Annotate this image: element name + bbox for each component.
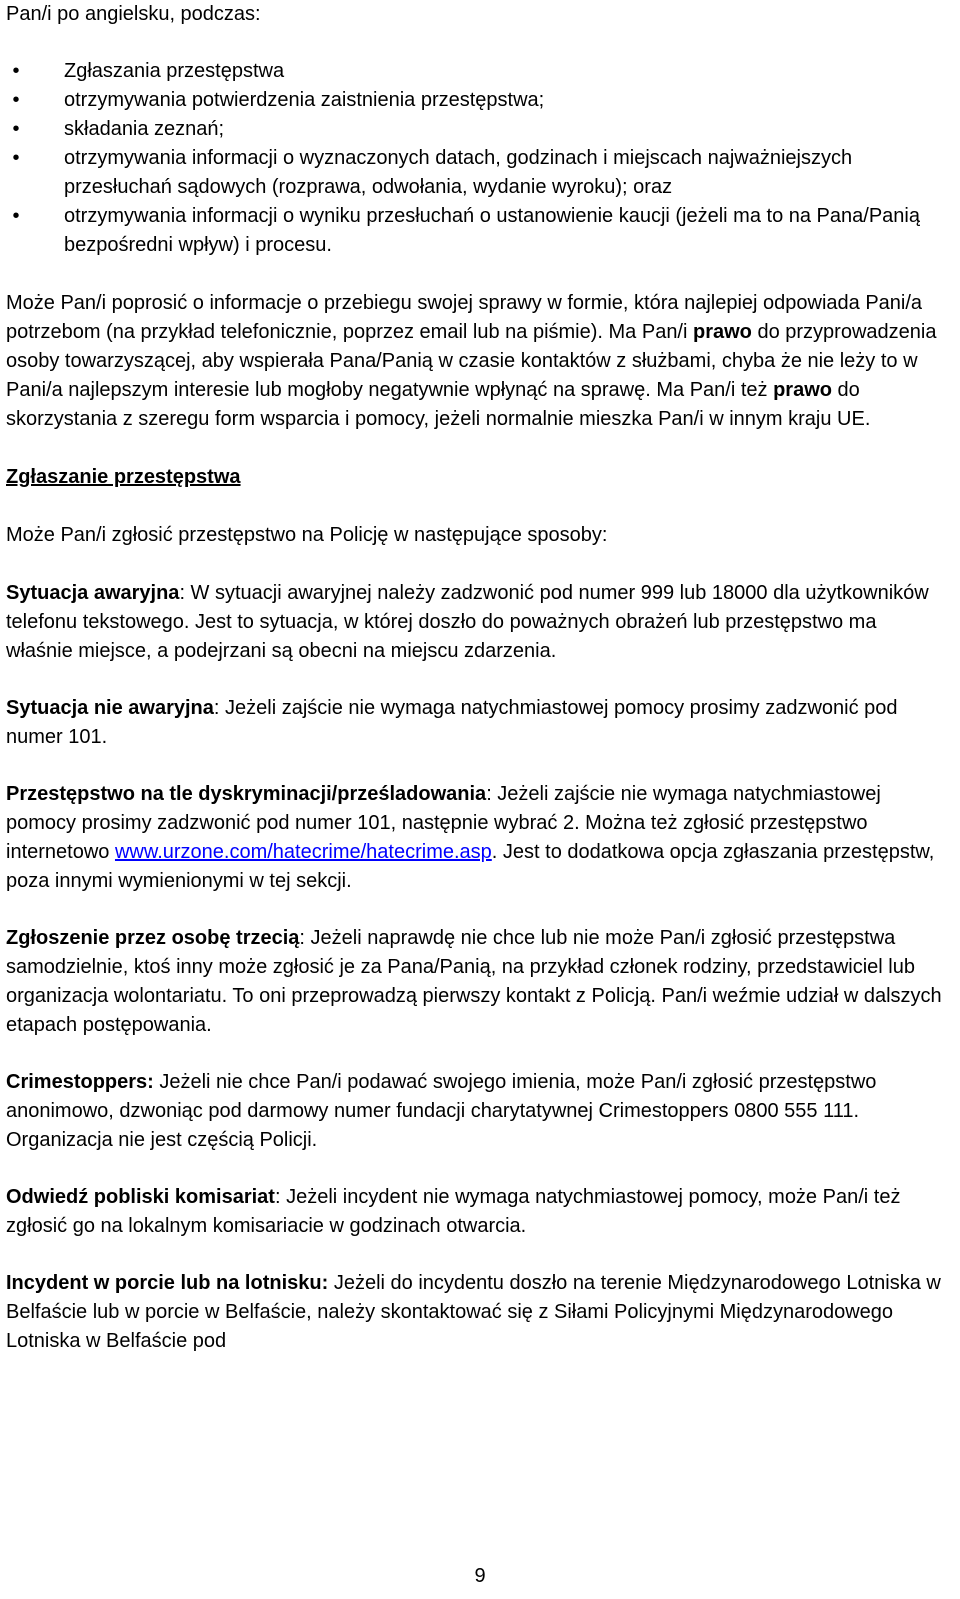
police-station-label: Odwiedź pobliski komisariat (6, 1186, 275, 1208)
port-airport-paragraph: Incydent w porcie lub na lotnisku: Jeżeli do incydentu doszło na terenie Międzynarodowego Lotniska w Belfaście lub w porcie w Belfaście, należy skontaktować się z Siłami Policyjnymi Międzynarodowego Lotniska w Belfaście pod (6, 1272, 941, 1352)
emphasis-right: prawo (693, 321, 752, 343)
information-rights-paragraph: Może Pan/i poprosić o informacje o przebiegu swojej sprawy w formie, która najlepiej odpowiada Pani/a potrzebom (na przykład telefonicznie, poprzez email lub na piśmie). Ma Pan/i prawo do przyprowadzenia osoby towarzyszącej, aby wspierała Pana/Panią w czasie kontaktów z służbami, chyba że nie leży to w Pani/a najlepszym interesie lub mogłoby negatywnie wpłynąć na sprawę. Ma Pan/i też prawo do skorzystania z szeregu form wsparcia i pomocy, jeżeli normalnie mieszka Pan/i w innym kraju UE. (6, 292, 937, 430)
bullet-icon: • (12, 89, 20, 111)
hate-crime-report-link[interactable]: www.urzone.com/hatecrime/hatecrime.asp (114, 841, 492, 863)
bullet-icon: • (12, 205, 20, 227)
bullet-icon: • (12, 60, 20, 82)
port-airport-label: Incydent w porcie lub na lotnisku: (6, 1272, 329, 1294)
crimestoppers-label: Crimestoppers: (6, 1071, 154, 1093)
list-item (6, 86, 946, 115)
list-item-text: otrzymywania informacji o wyniku przesłuchań o ustanowienie kaucji (jeżeli ma to na Pana/Panią bezpośredni wpływ) i procesu. (64, 205, 920, 256)
non-emergency-label: Sytuacja nie awaryjna (6, 697, 214, 719)
emergency-label: Sytuacja awaryjna (6, 582, 180, 604)
section-intro: Może Pan/i zgłosić przestępstwo na Policję w następujące sposoby: (6, 524, 608, 546)
document-page (6, 0, 946, 1356)
list-item-text: otrzymywania informacji o wyznaczonych datach, godzinach i miejscach najważniejszych przesłuchań sądowych (rozprawa, odwołania, wydanie wyroku); oraz (64, 147, 853, 198)
hate-crime-paragraph: Przestępstwo na tle dyskryminacji/prześladowania: Jeżeli zajście nie wymaga natychmiastowej pomocy prosimy zadzwonić pod numer 101, następnie wybrać 2. Można też zgłosić przestępstwo internetowo www.urzone.com/hatecrime/hatecrime.asp. Jest to dodatkowa opcja zgłaszania przestępstw, poza innymi wymienionymi w tej sekcji. (6, 783, 935, 892)
non-emergency-paragraph: Sytuacja nie awaryjna: Jeżeli zajście nie wymaga natychmiastowej pomocy prosimy zadzwonić pod numer 101. (6, 697, 898, 748)
third-party-label: Zgłoszenie przez osobę trzecią (6, 927, 300, 949)
page-number: 9 (474, 1565, 486, 1587)
third-party-paragraph: Zgłoszenie przez osobę trzecią: Jeżeli naprawdę nie chce lub nie może Pan/i zgłosić przestępstwa samodzielnie, ktoś inny może zgłosić je za Pana/Panią, na przykład członek rodziny, przedstawiciel lub organizacja wolontariatu. To oni przeprowadzą pierwszy kontakt z Policją. Pan/i weźmie udział w dalszych etapach postępowania. (6, 927, 942, 1036)
list-item (6, 57, 946, 86)
list-item (6, 115, 946, 144)
emergency-paragraph: Sytuacja awaryjna: W sytuacji awaryjnej należy zadzwonić pod numer 999 lub 18000 dla użytkowników telefonu tekstowego. Jest to sytuacja, w której doszło do poważnych obrażeń lub przestępstwo ma właśnie miejsce, a podejrzani są obecni na miejscu zdarzenia. (6, 582, 929, 662)
list-item-text: otrzymywania potwierdzenia zaistnienia przestępstwa; (64, 89, 545, 111)
crimestoppers-paragraph: Crimestoppers: Jeżeli nie chce Pan/i podawać swojego imienia, może Pan/i zgłosić przestępstwo anonimowo, dzwoniąc pod darmowy numer fundacji charytatywnej Crimestoppers 0800 555 111. Organizacja nie jest częścią Policji. (6, 1071, 877, 1151)
section-heading: Zgłaszanie przestępstwa (6, 466, 241, 488)
intro-line: Pan/i po angielsku, podczas: (6, 3, 261, 25)
police-station-paragraph: Odwiedź pobliski komisariat: Jeżeli incydent nie wymaga natychmiastowej pomocy, może Pan/i też zgłosić go na lokalnym komisariacie w godzinach otwarcia. (6, 1186, 901, 1237)
hate-crime-label: Przestępstwo na tle dyskryminacji/prześladowania (6, 783, 487, 805)
bullet-icon: • (12, 118, 20, 140)
rights-bullet-list (6, 57, 946, 260)
list-item (6, 144, 946, 202)
list-item-text: składania zeznań; (64, 118, 225, 140)
list-item (6, 202, 946, 260)
list-item-text: Zgłaszania przestępstwa (64, 60, 285, 82)
bullet-icon: • (12, 147, 20, 169)
emphasis-right: prawo (773, 379, 832, 401)
